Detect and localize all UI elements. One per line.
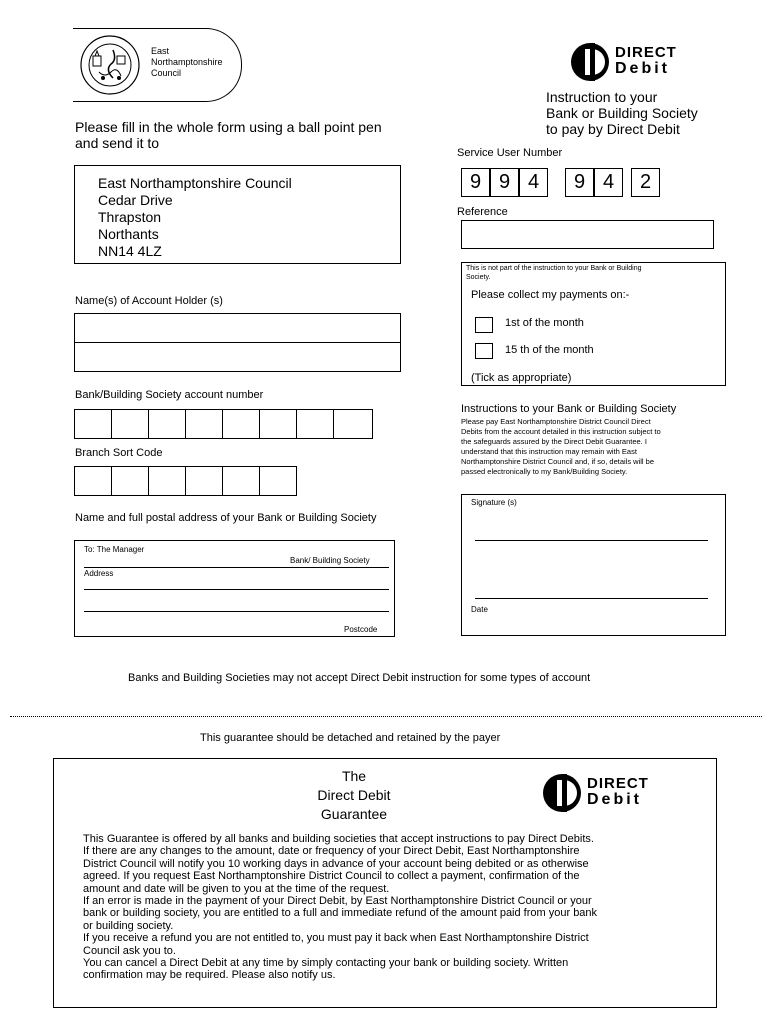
council-logo: [73, 28, 243, 102]
account-number-box[interactable]: [222, 409, 260, 439]
instructions-body-line: the safeguards assured by the Direct Debit Guarantee. I: [461, 437, 647, 446]
sort-code-box[interactable]: [148, 466, 186, 496]
guarantee-body-line: amount and date will be given to you at the time of the request.: [83, 882, 390, 895]
signature-line[interactable]: [475, 540, 708, 541]
council-name-line: Northamptonshire: [151, 57, 223, 67]
guarantee-body-line: This Guarantee is offered by all banks and building societies that accept instructions to pay Direct Debits.: [83, 833, 594, 845]
address-line: Cedar Drive: [98, 192, 173, 208]
account-number-label: Bank/Building Society account number: [75, 389, 264, 401]
council-name-line: Council: [151, 68, 182, 78]
guarantee-body-line: You can cancel a Direct Debit at any time by simply contacting your bank or building society. Written: [83, 957, 569, 970]
service-user-number-label: Service User Number: [457, 147, 563, 159]
guarantee-body-line: bank or building society, you are entitled to a full and immediate refund of the amount paid from your bank: [83, 907, 598, 920]
reference-label: Reference: [457, 206, 508, 218]
account-number-box[interactable]: [148, 409, 186, 439]
instructions-heading: Instructions to your Bank or Building Society: [461, 403, 677, 415]
tick-note: (Tick as appropriate): [471, 372, 572, 384]
first-of-month-checkbox[interactable]: [475, 317, 493, 333]
account-number-box[interactable]: [296, 409, 334, 439]
address-line: NN14 4LZ: [98, 243, 162, 259]
bank-notice: Banks and Building Societies may not accept Direct Debit instruction for some types of account: [128, 672, 591, 684]
sort-code-label: Branch Sort Code: [75, 447, 163, 459]
guarantee-body-line: Council ask you to.: [83, 944, 176, 957]
postcode-label: Postcode: [344, 625, 378, 634]
bank-society-label: Bank/ Building Society: [290, 556, 370, 565]
collection-note: Society.: [466, 274, 491, 281]
direct-debit-logo-word: DIRECT: [587, 775, 649, 792]
service-user-digit: 4: [594, 168, 623, 197]
council-crest-icon: [79, 34, 141, 96]
instructions-body-line: Debits from the account detailed in this instruction subject to: [461, 427, 661, 436]
guarantee-title-line: The: [341, 768, 367, 784]
bank-address-box: [74, 540, 395, 637]
account-holder-field[interactable]: [74, 342, 401, 372]
service-user-digit: 9: [461, 168, 490, 197]
account-holder-field[interactable]: [74, 313, 401, 343]
guarantee-body-line: District Council will notify you 10 working days in advance of your account being debited or as otherwise: [83, 857, 589, 870]
direct-debit-logo-word: Debit: [615, 60, 670, 77]
direct-debit-logo: [571, 43, 716, 83]
signature-box: [461, 494, 726, 636]
form-title-line: to pay by Direct Debit: [546, 121, 680, 137]
direct-debit-logo: [543, 774, 688, 814]
account-holder-label: Name(s) of Account Holder (s): [75, 295, 223, 307]
address-label: Address: [84, 569, 114, 578]
detach-note: This guarantee should be detached and retained by the payer: [200, 732, 501, 744]
form-title-line: Bank or Building Society: [546, 105, 698, 121]
collection-note: This is not part of the instruction to your Bank or Building: [466, 265, 642, 272]
direct-debit-logo-word: Debit: [587, 791, 642, 808]
address-line: Thrapston: [98, 209, 162, 225]
address-line-field[interactable]: [84, 611, 389, 612]
service-user-digit: 4: [519, 168, 548, 197]
account-number-box[interactable]: [333, 409, 373, 439]
account-number-box[interactable]: [111, 409, 149, 439]
guarantee-body-line: confirmation may be required. Please also notify us.: [83, 969, 336, 982]
sort-code-box[interactable]: [222, 466, 260, 496]
account-number-box[interactable]: [259, 409, 297, 439]
send-to-address-box: [74, 165, 401, 264]
guarantee-title-line: Guarantee: [320, 806, 388, 822]
instructions-body-line: understand that this instruction may remain with East: [461, 447, 637, 456]
account-number-box[interactable]: [74, 409, 112, 439]
instructions-body-line: Northamptonshire District Council and, if so, details will be: [461, 457, 654, 466]
guarantee-body-line: If there are any changes to the amount, date or frequency of your Direct Debit, East Northamptonshire: [83, 845, 580, 858]
address-line-field[interactable]: [84, 589, 389, 590]
bank-name-line[interactable]: [84, 567, 389, 568]
guarantee-title-line: Direct Debit: [317, 787, 391, 803]
bank-address-label: Name and full postal address of your Bank or Building Society: [75, 512, 377, 524]
to-manager-label: To: The Manager: [84, 545, 145, 554]
guarantee-box: [53, 758, 717, 1008]
guarantee-body-line: agreed. If you request East Northamptonshire District Council to collect a payment, confirmation of the: [83, 870, 580, 883]
reference-field[interactable]: [461, 220, 714, 249]
date-label: Date: [471, 605, 488, 614]
service-user-digit: 9: [490, 168, 519, 197]
account-number-box[interactable]: [185, 409, 223, 439]
sort-code-box[interactable]: [74, 466, 112, 496]
detach-dotted-line: [10, 716, 762, 717]
service-user-digit: 2: [631, 168, 660, 197]
address-line: East Northamptonshire Council: [98, 175, 292, 191]
service-user-digit: 9: [565, 168, 594, 197]
collection-heading: Please collect my payments on:-: [471, 289, 630, 301]
sort-code-box[interactable]: [185, 466, 223, 496]
instructions-body-line: passed electronically to my Bank/Building Society.: [461, 467, 628, 476]
guarantee-body-line: If you receive a refund you are not entitled to, you must pay it back when East Northamptonshire District: [83, 932, 589, 945]
intro-text: Please fill in the whole form using a ball point pen: [75, 119, 382, 135]
council-name-line: East: [151, 46, 170, 56]
first-of-month-label: 1st of the month: [505, 317, 584, 329]
signature-label: Signature (s): [471, 498, 517, 507]
guarantee-body: [83, 833, 713, 982]
form-title-line: Instruction to your: [546, 89, 658, 105]
signature-line[interactable]: [475, 598, 708, 599]
fifteenth-of-month-label: 15 th of the month: [505, 344, 594, 356]
sort-code-box[interactable]: [259, 466, 297, 496]
collection-box: [461, 262, 726, 386]
guarantee-body-line: If an error is made in the payment of your Direct Debit, by East Northamptonshire District Council or your: [83, 895, 592, 908]
intro-text: and send it to: [75, 135, 160, 151]
instructions-body-line: Please pay East Northamptonshire District Council Direct: [461, 417, 651, 426]
guarantee-body-line: or building society.: [83, 919, 174, 932]
sort-code-box[interactable]: [111, 466, 149, 496]
direct-debit-logo-word: DIRECT: [615, 44, 677, 61]
fifteenth-of-month-checkbox[interactable]: [475, 343, 493, 359]
address-line: Northants: [98, 226, 159, 242]
